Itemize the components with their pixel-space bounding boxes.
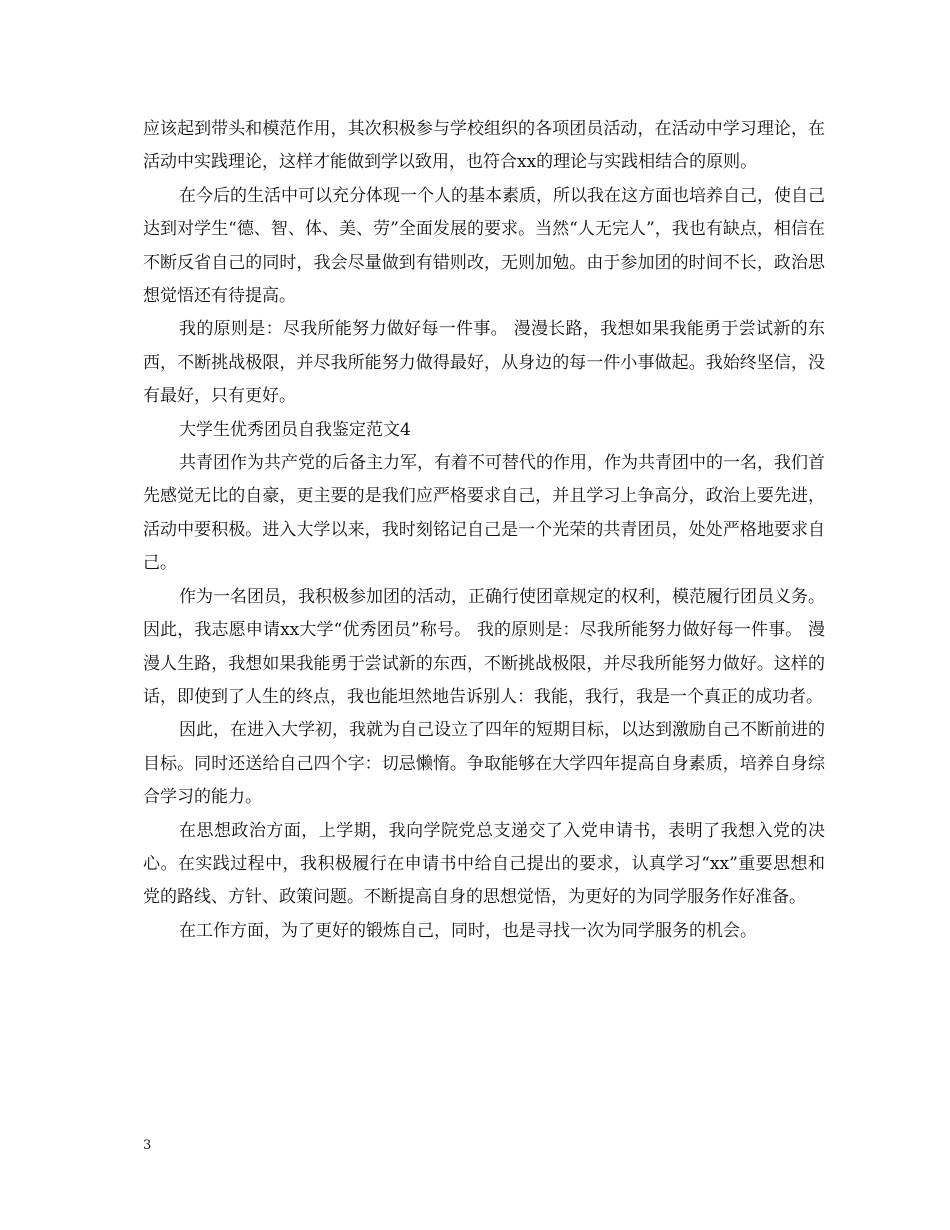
- paragraph-5: 作为一名团员，我积极参加团的活动，正确行使团章规定的权利，模范履行团员义务。因此，我志愿申请xx大学“优秀团员”称号。 我的原则是：尽我所能努力做好每一件事。 漫漫人生路，我想如果我能勇于尝试新的东西，不断挑战极限，并尽我所能努力做好。这样的话，即使到了人生的终点，我也能坦然地告诉别人：我能，我行，我是一个真正的成功者。: [143, 586, 825, 707]
- section-heading: 大学生优秀团员自我鉴定范文4: [179, 419, 411, 440]
- page-number: 3: [143, 1138, 152, 1153]
- paragraph-2: 在今后的生活中可以充分体现一个人的基本素质，所以我在这方面也培养自己，使自己达到对学生“德、智、体、美、劳”全面发展的要求。当然“人无完人”，我也有缺点，相信在不断反省自己的同时，我会尽量做到有错则改，无则加勉。由于参加团的时间不长，政治思想觉悟还有待提高。: [143, 185, 825, 307]
- paragraph-4: 共青团作为共产党的后备主力军，有着不可替代的作用，作为共青团中的一名，我们首先感觉无比的自豪，更主要的是我们应严格要求自己，并且学习上争高分，政治上要先进，活动中要积极。进入大学以来，我时刻铭记自己是一个光荣的共青团员，处处严格地要求自己。: [143, 453, 825, 574]
- paragraph-6: 因此，在进入大学初，我就为自己设立了四年的短期目标，以达到激励自己不断前进的目标。同时还送给自己四个字：切忌懒惰。争取能够在大学四年提高自身素质，培养自身综合学习的能力。: [143, 720, 825, 808]
- paragraph-7: 在思想政治方面，上学期，我向学院党总支递交了入党申请书，表明了我想入党的决心。在实践过程中，我积极履行在申请书中给自己提出的要求，认真学习“xx”重要思想和党的路线、方针、政策问题。不断提高自身的思想觉悟，为更好的为同学服务作好准备。: [143, 820, 825, 908]
- document-body: [143, 113, 825, 948]
- paragraph-3: 我的原则是：尽我所能努力做好每一件事。 漫漫长路，我想如果我能勇于尝试新的东西，不断挑战极限，并尽我所能努力做得最好，从身边的每一件小事做起。我始终坚信，没有最好，只有更好。: [143, 319, 825, 407]
- paragraph-1: 应该起到带头和模范作用，其次积极参与学校组织的各项团员活动，在活动中学习理论，在活动中实践理论，这样才能做到学以致用，也符合xx的理论与实践相结合的原则。: [143, 119, 825, 173]
- paragraph-8: 在工作方面，为了更好的锻炼自己，同时，也是寻找一次为同学服务的机会。: [179, 920, 757, 941]
